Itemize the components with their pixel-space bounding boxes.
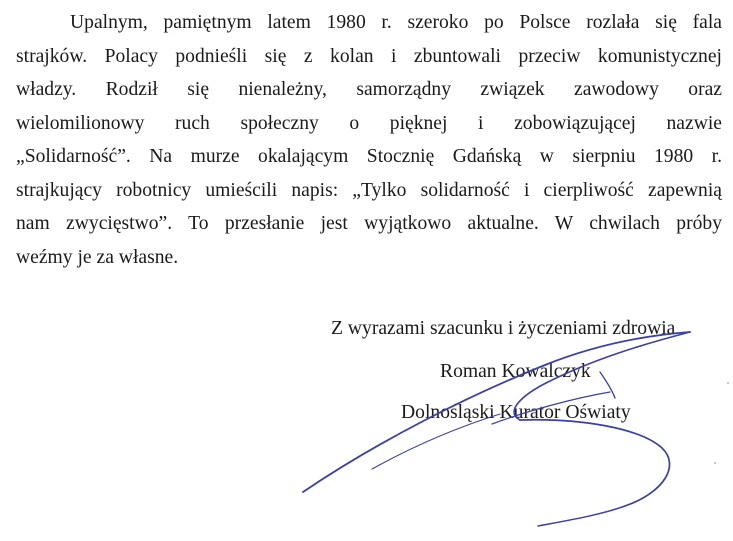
paragraph-line: „Solidarność”. Na murze okalającym Stocznię Gdańską w sierpniu 1980 r.	[16, 146, 722, 167]
signatory-title: Dolnośląski Kurator Oświaty	[401, 402, 631, 423]
paragraph-line: strajków. Polacy podnieśli się z kolan i zbuntowali przeciw komunistycznej	[16, 45, 722, 67]
closing-regards: Z wyrazami szacunku i życzeniami zdrowia	[331, 318, 676, 339]
paragraph-line: wielomilionowy ruch społeczny o pięknej i zobowiązującej nazwie	[16, 112, 722, 134]
paragraph-line: strajkujący robotnicy umieścili napis: „Tylko solidarność i cierpliwość zapewnią	[16, 179, 722, 201]
signatory-name: Roman Kowalczyk	[440, 361, 591, 382]
paper-speck	[714, 462, 716, 464]
paragraph-line: weźmy je za własne.	[16, 246, 179, 268]
paragraph-line: nam zwycięstwo”. To przesłanie jest wyjątkowo aktualne. W chwilach próby	[16, 213, 722, 234]
paper-speck	[727, 382, 729, 384]
paragraph-line: władzy. Rodził się nienależny, samorządny związek zawodowy oraz	[16, 79, 722, 100]
signature-stroke	[600, 372, 615, 398]
letter-body	[16, 6, 722, 274]
paragraph-line: Upalnym, pamiętnym latem 1980 r. szeroko po Polsce rozlała się fala	[70, 12, 722, 33]
signature-stroke	[520, 420, 670, 506]
signature-stroke	[538, 506, 625, 526]
